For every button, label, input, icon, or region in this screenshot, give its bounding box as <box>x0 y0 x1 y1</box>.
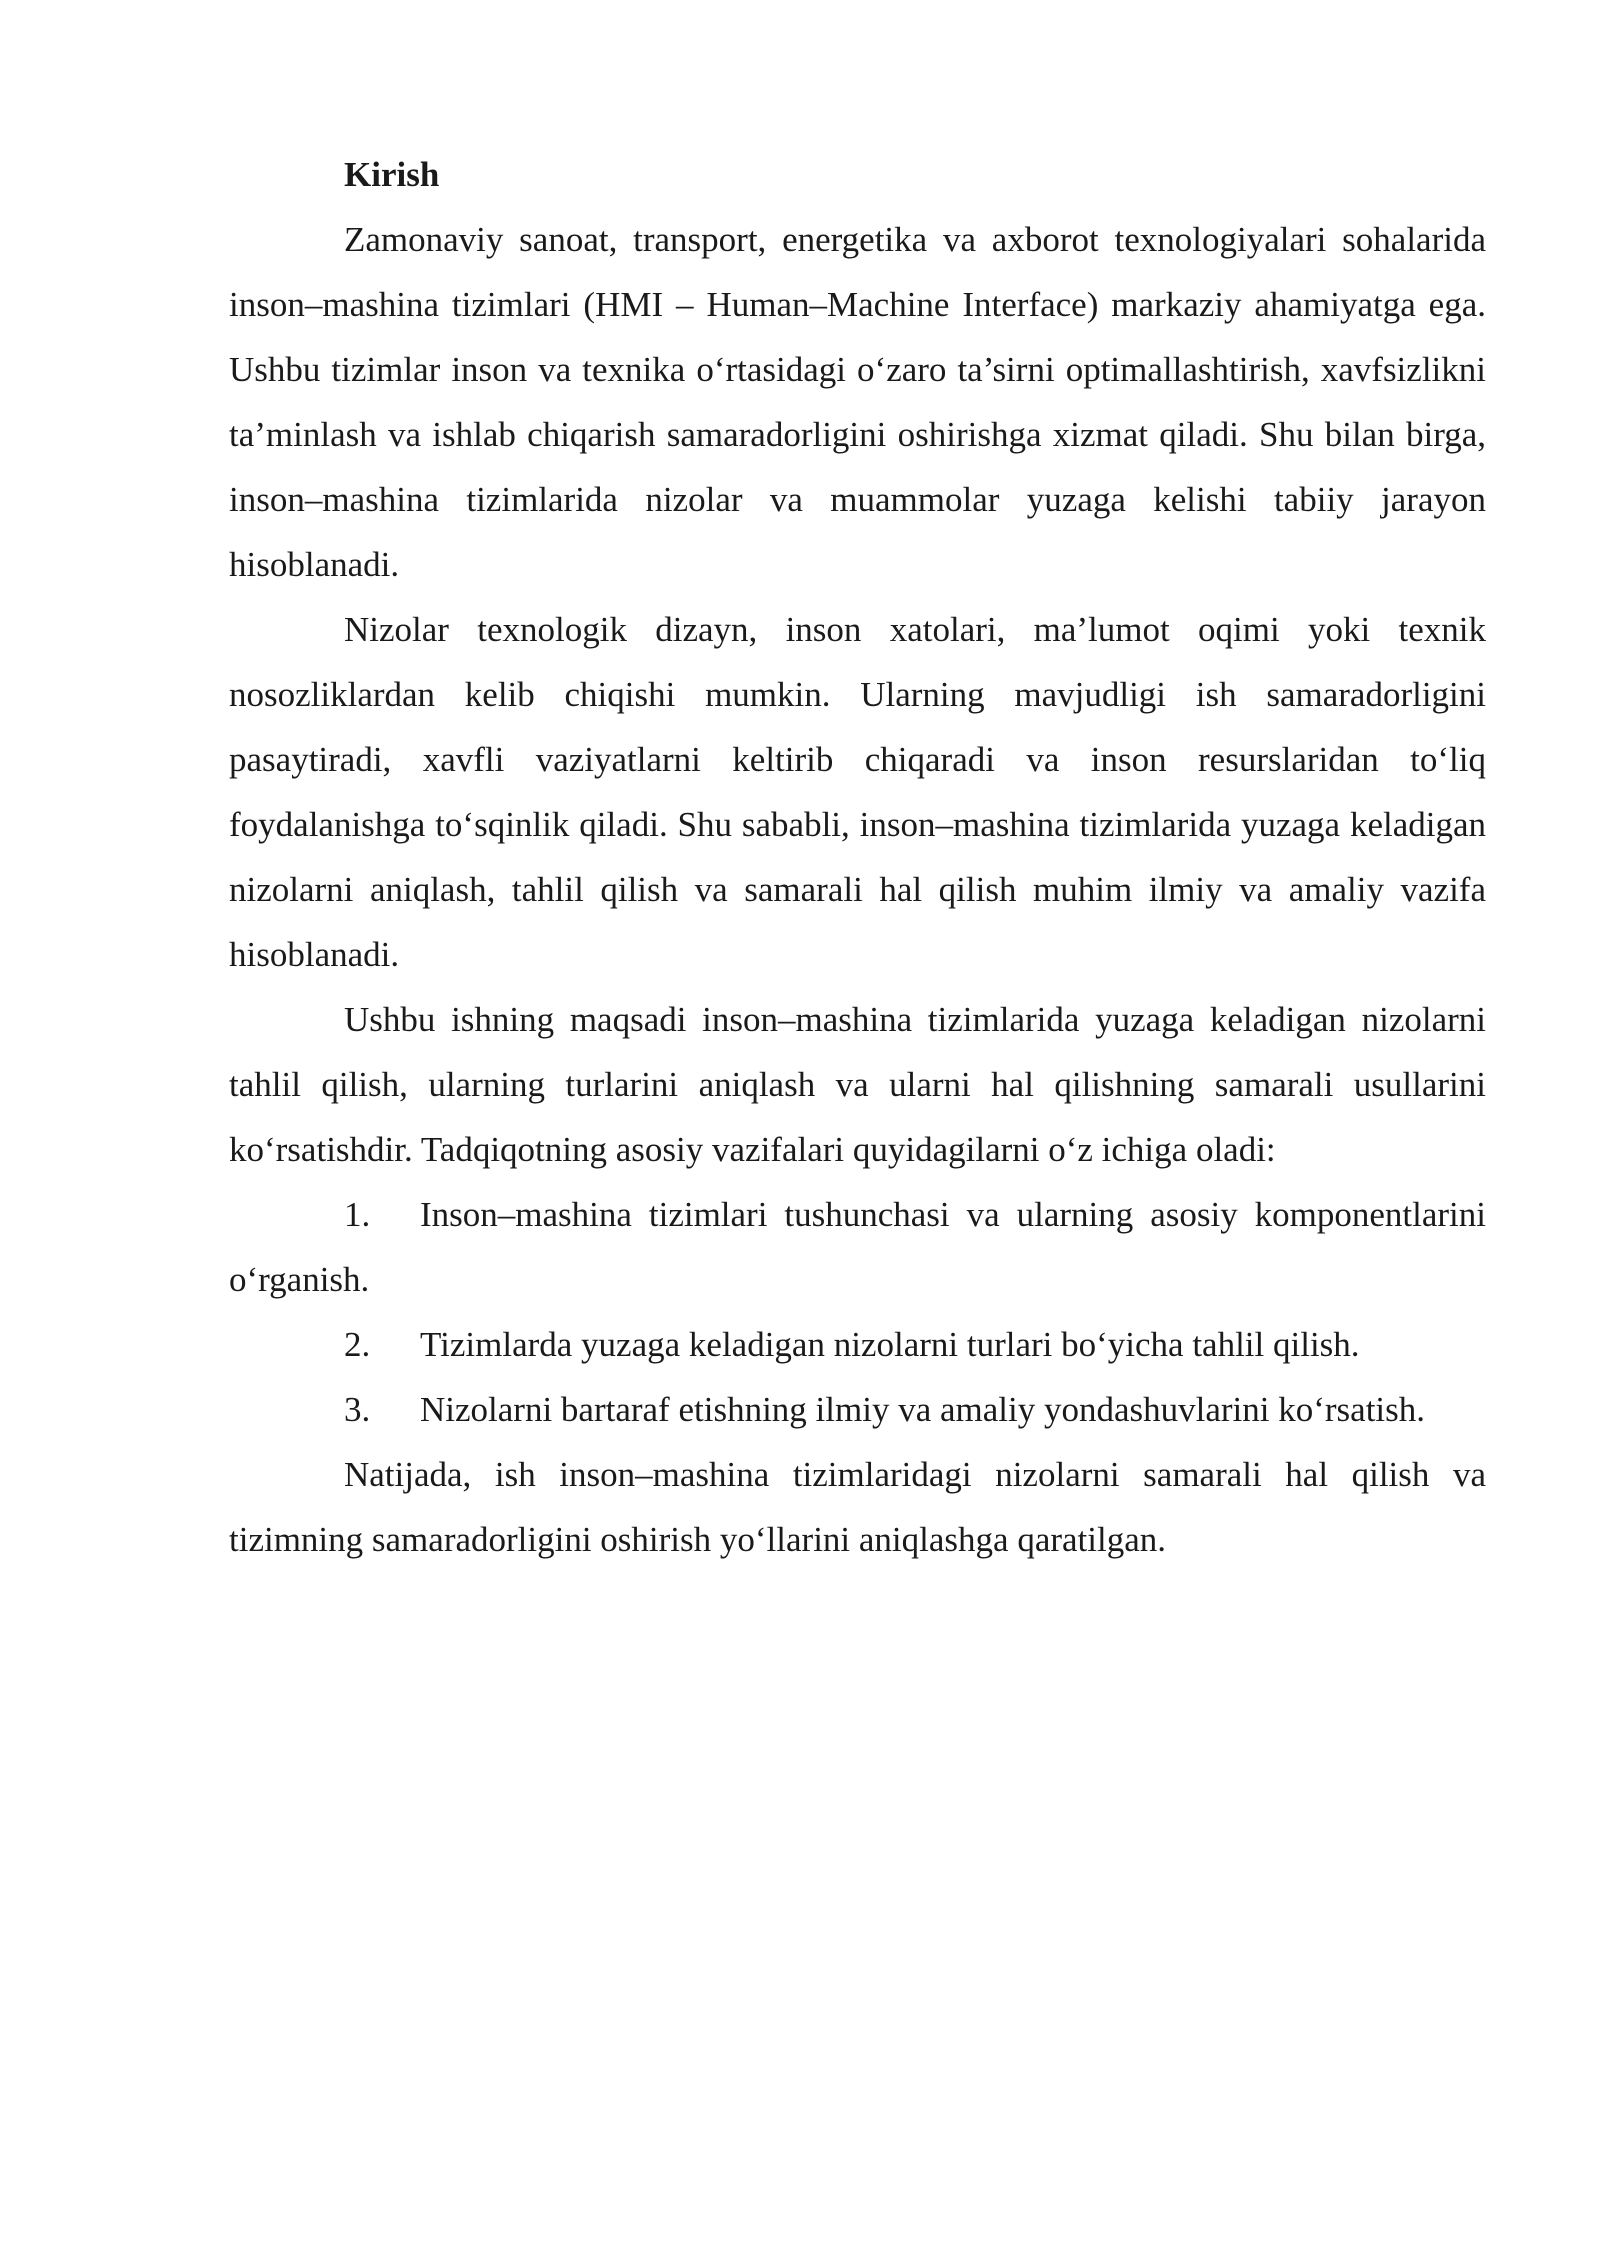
list-item-text: Tizimlarda yuzaga keladigan nizolarni turlari bo‘yicha tahlil qilish. <box>420 1325 1360 1364</box>
paragraph: Zamonaviy sanoat, transport, energetika va axborot texnologiyalari sohalarida inson–mashina tizimlari (HMI – Human–Machine Interface) markaziy ahamiyatga ega. Ushbu tizimlar inson va texnika o‘rtasidagi o‘zaro ta’sirni optimallashtirish, xavfsizlikni ta’minlash va ishlab chiqarish samaradorligini oshirishga xizmat qiladi. Shu bilan birga, inson–mashina tizimlarida nizolar va muammolar yuzaga kelishi tabiiy jarayon hisoblanadi. <box>229 220 1486 584</box>
list-item-number: 2. <box>344 1325 371 1364</box>
paragraph: Nizolar texnologik dizayn, inson xatolari, ma’lumot oqimi yoki texnik nosozliklardan kelib chiqishi mumkin. Ularning mavjudligi ish samaradorligini pasaytiradi, xavfli vaziyatlarni keltirib chiqaradi va inson resurslaridan to‘liq foydalanishga to‘sqinlik qiladi. Shu sababli, inson–mashina tizimlarida yuzaga keladigan nizolarni aniqlash, tahlil qilish va samarali hal qilish muhim ilmiy va amaliy vazifa hisoblanadi. <box>229 610 1486 974</box>
conclusion-paragraph: Natijada, ish inson–mashina tizimlaridagi nizolarni samarali hal qilish va tizimning samaradorligini oshirish yo‘llarini aniqlashga qaratilgan. <box>229 1455 1486 1559</box>
list-item-text: Inson–mashina tizimlari tushunchasi va ularning asosiy komponentlarini o‘rganish. <box>229 1195 1486 1299</box>
paragraph: Ushbu ishning maqsadi inson–mashina tizimlarida yuzaga keladigan nizolarni tahlil qilish, ularning turlarini aniqlash va ularni hal qilishning samarali usullarini ko‘rsatishdir. Tadqiqotning asosiy vazifalari quyidagilarni o‘z ichiga oladi: <box>229 1000 1486 1169</box>
list-item <box>229 1182 1486 1312</box>
section-heading: Kirish <box>344 155 440 194</box>
list-item-number: 3. <box>344 1390 371 1429</box>
task-list <box>229 1182 1486 1442</box>
list-item-text: Nizolarni bartaraf etishning ilmiy va amaliy yondashuvlarini ko‘rsatish. <box>420 1390 1426 1429</box>
list-item <box>229 1377 1486 1442</box>
list-item <box>229 1312 1486 1377</box>
list-item-number: 1. <box>344 1195 371 1234</box>
document-body <box>229 142 1486 1572</box>
